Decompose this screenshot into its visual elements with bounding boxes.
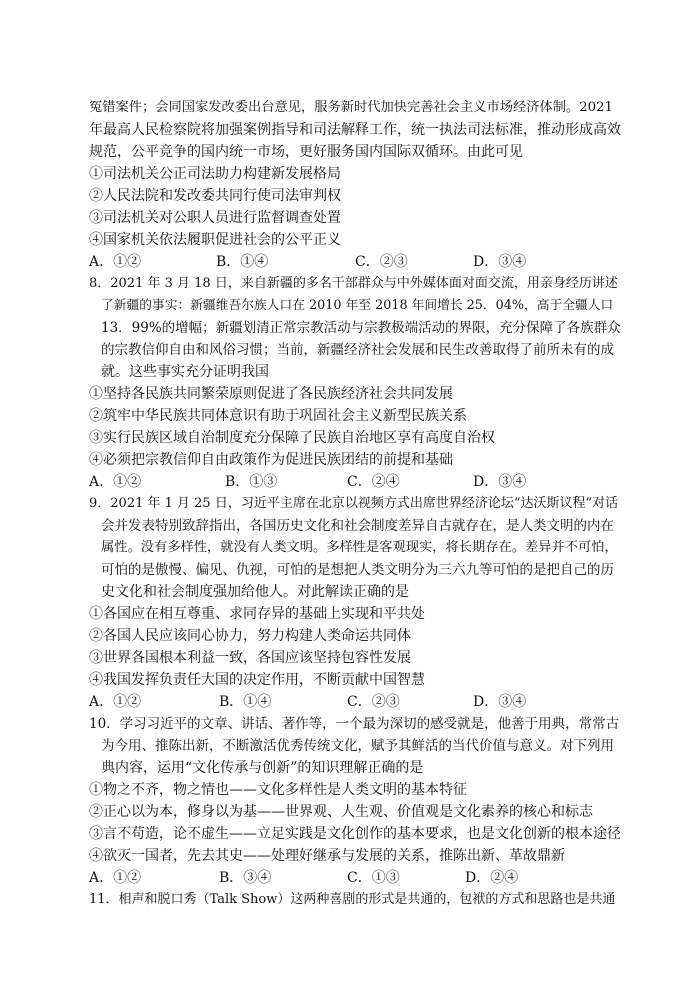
q7-options [89, 251, 689, 273]
q9-line-1: 9．2021 年 1 月 25 日，习近平主席在北京以视频方式出席世界经济论坛“达沃斯议程”对话 [89, 496, 619, 511]
q11-line-1: 11．相声和脱口秀（Talk Show）这两种喜剧的形式是共通的，包袱的方式和思路也是共通 [89, 892, 616, 907]
q8-line-5: 就。这些事实充分证明我国 [101, 364, 269, 380]
q7-statement-2: ②人民法院和发改委共同行使司法审判权 [89, 188, 341, 204]
q9-option-c[interactable]: C．②③ [347, 694, 400, 710]
q8-option-d[interactable]: D．③④ [473, 474, 527, 490]
q9-statement-1: ①各国应在相互尊重、求同存异的基础上实现和平共处 [89, 606, 425, 622]
q9-statement-2: ②各国人民应该同心协力，努力构建人类命运共同体 [89, 628, 411, 644]
q9-option-d[interactable]: D．③④ [473, 694, 527, 710]
q10-options [89, 867, 689, 889]
q8-line-1: 8．2021 年 3 月 18 日，来自新疆的多名干部群众与中外媒体面对面交流，用亲身经历讲述 [89, 276, 618, 291]
q7-statement-4: ④国家机关依法履职促进社会的公平正义 [89, 232, 341, 248]
q10-option-a[interactable]: A．①② [89, 870, 142, 886]
q7-statement-3: ③司法机关对公职人员进行监督调查处置 [89, 210, 341, 226]
q10-option-c[interactable]: C．①③ [347, 870, 400, 886]
q7-option-d[interactable]: D．③④ [473, 254, 527, 270]
q7-line-1: 冤错案件；会同国家发改委出台意见，服务新时代加快完善社会主义市场经济体制。2021 [89, 100, 613, 115]
q7-option-a[interactable]: A．①② [89, 254, 142, 270]
q8-statement-1: ①坚持各民族共同繁荣原则促进了各民族经济社会共同发展 [89, 386, 453, 402]
q7-option-c[interactable]: C．②③ [355, 254, 408, 270]
q7-statement-1: ①司法机关公正司法助力构建新发展格局 [89, 166, 341, 182]
q9-line-3: 属性。没有多样性，就没有人类文明。多样性是客观现实，将长期存在。差异并不可怕， [101, 540, 618, 555]
q8-option-c[interactable]: C．②④ [347, 474, 400, 490]
q8-statement-4: ④必须把宗教信仰自由政策作为促进民族团结的前提和基础 [89, 452, 453, 468]
q10-option-b[interactable]: B．③④ [219, 870, 272, 886]
q10-statement-1: ①物之不齐，物之情也——文化多样性是人类文明的基本特征 [89, 782, 467, 798]
q9-options [89, 691, 689, 713]
q7-line-2: 年最高人民检察院将加强案例指导和司法解释工作，统一执法司法标准，推动形成高效 [89, 122, 621, 138]
q8-line-3: 13．99%的增幅；新疆划清正常宗教活动与宗教极端活动的界限，充分保障了各族群众 [101, 320, 621, 336]
q9-statement-4: ④我国发挥负责任大国的决定作用，不断贡献中国智慧 [89, 672, 425, 688]
q8-option-a[interactable]: A．①② [89, 474, 142, 490]
q10-line-1: 10．学习习近平的文章、讲话、著作等，一个最为深切的感受就是，他善于用典，常常古 [89, 716, 620, 732]
q10-line-2: 为今用、推陈出新，不断激活优秀传统文化，赋予其鲜活的当代价值与意义。对下列用 [101, 738, 614, 754]
q9-option-a[interactable]: A．①② [89, 694, 142, 710]
q8-line-2: 了新疆的事实：新疆维吾尔族人口在 2010 年至 2018 年间增长 25．04%，高于全疆人口 [101, 298, 614, 313]
q8-option-b[interactable]: B．①③ [225, 474, 278, 490]
q10-statement-2: ②正心以为本，修身以为基——世界观、人生观、价值观是文化素养的核心和标志 [89, 804, 593, 820]
q8-line-4: 的宗教信仰自由和风俗习惯；当前，新疆经济社会发展和民生改善取得了前所未有的成 [101, 342, 614, 358]
q10-option-d[interactable]: D．②④ [465, 870, 519, 886]
q9-line-4: 可怕的是傲慢、偏见、仇视，可怕的是想把人类文明分为三六九等可怕的是把自己的历 [101, 562, 614, 578]
q9-statement-3: ③世界各国根本利益一致，各国应该坚持包容性发展 [89, 650, 411, 666]
q7-line-3: 规范，公平竞争的国内统一市场，更好服务国内国际双循环。由此可见 [89, 144, 523, 160]
q8-statement-3: ③实行民族区域自治制度充分保障了民族自治地区享有高度自治权 [89, 430, 495, 446]
q10-line-3: 典内容，运用“文化传承与创新”的知识理解正确的是 [101, 760, 424, 776]
q9-option-b[interactable]: B．①④ [219, 694, 272, 710]
q9-line-2: 会并发表特别致辞指出，各国历史文化和社会制度差异自古就存在，是人类文明的内在 [101, 518, 614, 534]
q8-options [89, 471, 689, 493]
q10-statement-3: ③言不苟造，论不虚生——立足实践是文化创作的基本要求，也是文化创新的根本途径 [89, 826, 621, 842]
q7-option-b[interactable]: B．①④ [216, 254, 269, 270]
q9-line-5: 史文化和社会制度强加给他人。对此解读正确的是 [101, 584, 409, 600]
q8-statement-2: ②筑牢中华民族共同体意识有助于巩固社会主义新型民族关系 [89, 408, 467, 424]
q10-statement-4: ④欲灭一国者，先去其史——处理好继承与发展的关系，推陈出新、革故鼎新 [89, 848, 565, 864]
